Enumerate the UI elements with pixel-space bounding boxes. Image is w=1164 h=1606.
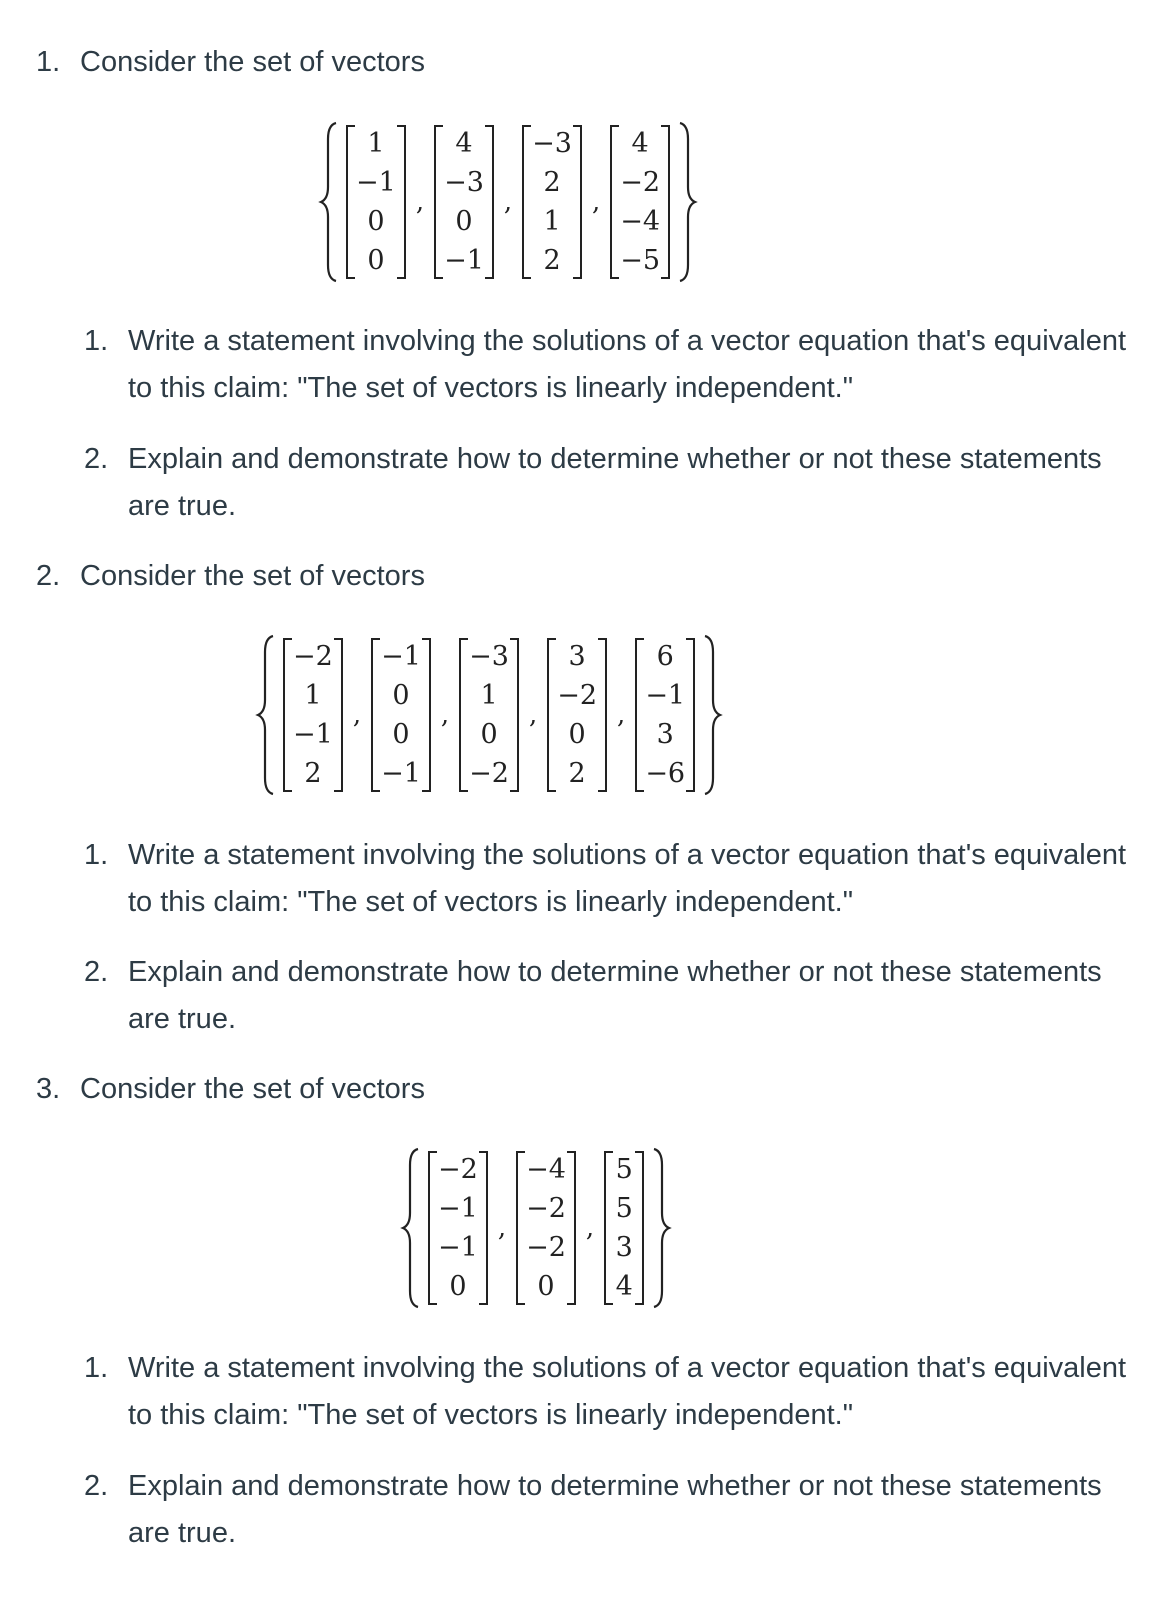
vector-entry: −5 <box>620 245 661 276</box>
subitem-text: Write a statement involving the solutions of a vector equation that's equivalent to this claim: "The set of vectors is linearly independent." <box>128 839 1127 918</box>
subitem-text: Explain and demonstrate how to determine whether or not these statements are true. <box>128 443 1102 522</box>
vector-entry: 1 <box>543 206 561 237</box>
vector-entry: 0 <box>568 719 586 750</box>
vector-entry: 2 <box>304 758 322 789</box>
vector-entry: 5 <box>615 1154 633 1185</box>
problem-3-subitem-1 <box>84 1345 1144 1439</box>
problem-intro: Consider the set of vectors <box>80 46 425 78</box>
vector-entry: −2 <box>620 167 661 198</box>
vector-entry: 3 <box>615 1232 633 1263</box>
column-vector <box>547 630 607 800</box>
problem-1-heading <box>36 42 425 82</box>
subitem-text: Write a statement involving the solutions of a vector equation that's equivalent to this claim: "The set of vectors is linearly independent." <box>128 325 1127 404</box>
vector-entry: 0 <box>537 1271 555 1302</box>
vector-entry: −2 <box>557 680 598 711</box>
subitem-number: 2. <box>84 443 109 475</box>
problem-1-subitem-1 <box>84 318 1144 412</box>
column-vector <box>459 630 519 800</box>
vector-separator: , <box>585 1213 595 1243</box>
subitem-text: Explain and demonstrate how to determine whether or not these statements are true. <box>128 956 1102 1035</box>
problem-intro: Consider the set of vectors <box>80 560 425 592</box>
subitem-text: Explain and demonstrate how to determine whether or not these statements are true. <box>128 1470 1102 1549</box>
vector-entry: 6 <box>656 641 674 672</box>
vector-entry: −2 <box>526 1232 566 1263</box>
vector-separator: , <box>617 700 626 730</box>
vector-entry: 0 <box>449 1271 467 1302</box>
vector-entry: −4 <box>526 1154 566 1185</box>
vector-entry: −4 <box>620 206 661 237</box>
problem-3-vector-set <box>400 1143 672 1313</box>
vector-entry: −3 <box>532 128 572 159</box>
left-brace <box>318 117 340 287</box>
problem-1-vector-set <box>318 117 698 287</box>
vector-entry: −2 <box>293 641 333 672</box>
problem-2-subitem-2 <box>84 949 1144 1043</box>
vector-entry: −2 <box>438 1154 478 1185</box>
column-vector <box>635 630 695 800</box>
vector-separator: , <box>497 1213 507 1243</box>
vector-entry: 0 <box>392 680 410 711</box>
vector-entry: 0 <box>367 206 385 237</box>
right-brace <box>650 1143 672 1313</box>
vector-entry: −1 <box>381 641 421 672</box>
vector-separator: , <box>528 700 538 730</box>
vector-entry: 1 <box>304 680 322 711</box>
vector-entry: 1 <box>367 128 385 159</box>
vector-entry: 0 <box>455 206 473 237</box>
vector-entry: 5 <box>615 1193 633 1224</box>
vector-entry: −1 <box>444 245 484 276</box>
vector-entry: 0 <box>367 245 385 276</box>
problem-2-vector-set <box>255 630 723 800</box>
problem-intro: Consider the set of vectors <box>80 1073 425 1105</box>
vector-entry: −2 <box>526 1193 566 1224</box>
vector-entry: 4 <box>631 128 649 159</box>
subitem-number: 2. <box>84 1470 109 1502</box>
problem-3-subitem-2 <box>84 1463 1144 1557</box>
left-brace <box>400 1143 422 1313</box>
left-brace <box>255 630 277 800</box>
problem-number: 2. <box>36 560 61 592</box>
column-vector <box>604 1143 644 1313</box>
vector-separator: , <box>352 700 362 730</box>
vector-entry: −1 <box>438 1232 478 1263</box>
problem-3-heading <box>36 1069 425 1109</box>
column-vector <box>428 1143 488 1313</box>
subitem-number: 1. <box>84 839 109 871</box>
vector-entry: 3 <box>656 719 674 750</box>
vector-entry: −1 <box>293 719 333 750</box>
problem-2-subitem-1 <box>84 832 1144 926</box>
problem-2-heading <box>36 556 425 596</box>
column-vector <box>522 117 582 287</box>
vector-entry: −1 <box>645 680 686 711</box>
vector-entry: 4 <box>615 1271 633 1302</box>
right-brace <box>676 117 698 287</box>
problem-1-subitem-2 <box>84 436 1144 530</box>
problem-number: 3. <box>36 1073 61 1105</box>
vector-separator: , <box>415 187 425 217</box>
subitem-number: 1. <box>84 325 109 357</box>
vector-entry: 0 <box>392 719 410 750</box>
vector-entry: 4 <box>455 128 473 159</box>
column-vector <box>434 117 494 287</box>
vector-entry: 2 <box>568 758 586 789</box>
subitem-text: Write a statement involving the solutions of a vector equation that's equivalent to this claim: "The set of vectors is linearly independent." <box>128 1352 1127 1431</box>
column-vector <box>516 1143 576 1313</box>
column-vector <box>346 117 406 287</box>
vector-entry: −2 <box>469 758 509 789</box>
vector-separator: , <box>440 700 450 730</box>
problem-number: 1. <box>36 46 61 78</box>
vector-entry: 2 <box>543 245 561 276</box>
subitem-number: 2. <box>84 956 109 988</box>
vector-entry: −3 <box>444 167 484 198</box>
column-vector <box>283 630 343 800</box>
vector-entry: −1 <box>381 758 421 789</box>
subitem-number: 1. <box>84 1352 109 1384</box>
right-brace <box>701 630 723 800</box>
vector-entry: 0 <box>480 719 498 750</box>
vector-entry: −6 <box>645 758 686 789</box>
vector-separator: , <box>591 187 601 217</box>
vector-entry: 2 <box>543 167 561 198</box>
vector-entry: −3 <box>469 641 509 672</box>
column-vector <box>371 630 431 800</box>
vector-entry: −1 <box>438 1193 478 1224</box>
column-vector <box>610 117 670 287</box>
vector-entry: 1 <box>480 680 498 711</box>
vector-separator: , <box>503 187 513 217</box>
vector-entry: 3 <box>568 641 586 672</box>
vector-entry: −1 <box>356 167 396 198</box>
